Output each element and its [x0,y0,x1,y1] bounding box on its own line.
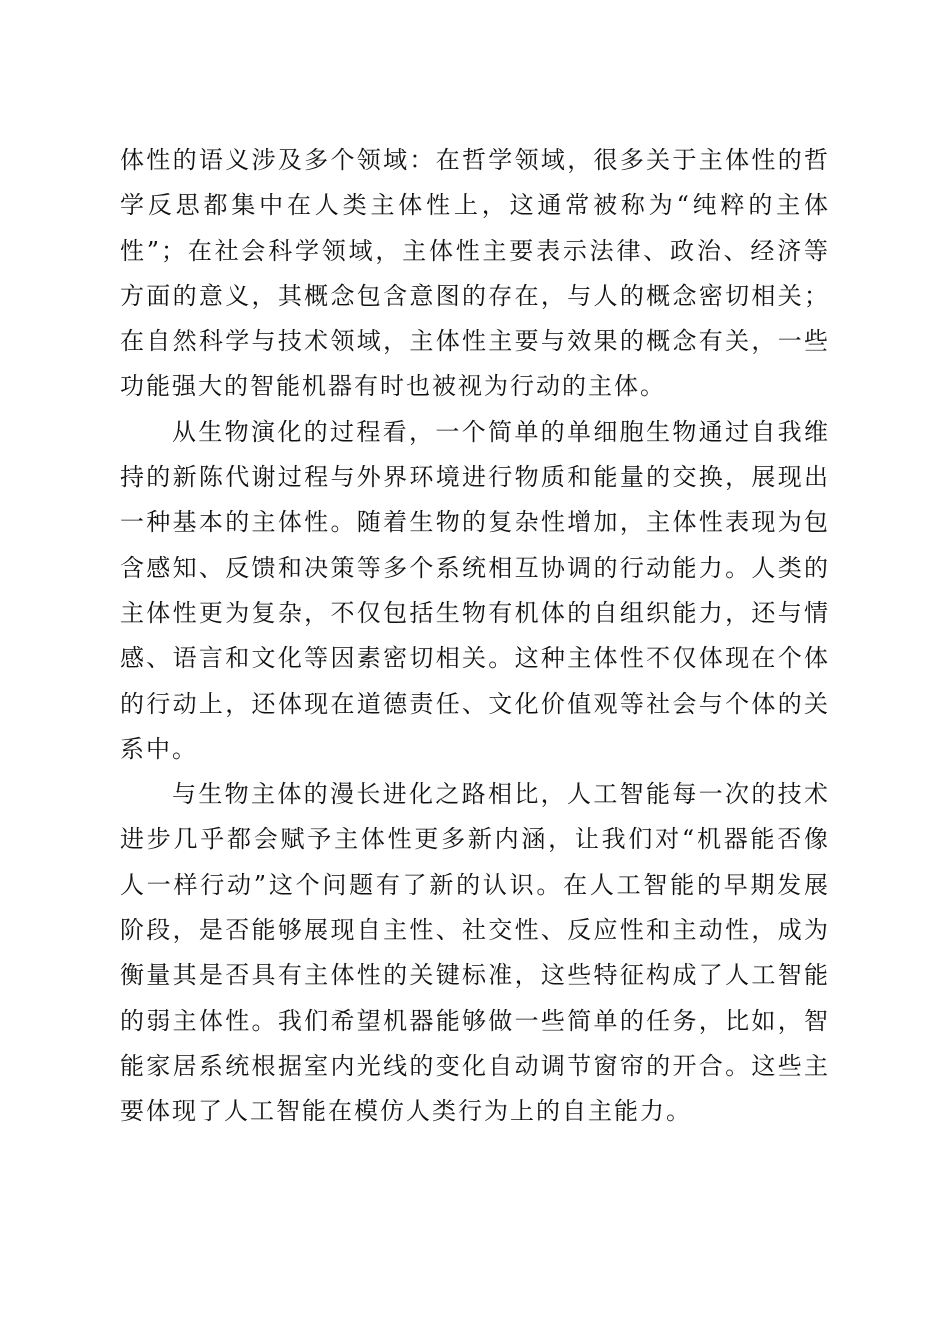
paragraph-3: 与生物主体的漫长进化之路相比，人工智能每一次的技术进步几乎都会赋予主体性更多新内涵，让我们对“机器能否像人一样行动”这个问题有了新的认识。在人工智能的早期发展阶段，是否能够展现自主性、社交性、反应性和主动性，成为衡量其是否具有主体性的关键标准，这些特征构成了人工智能的弱主体性。我们希望机器能够做一些简单的任务，比如，智能家居系统根据室内光线的变化自动调节窗帘的开合。这些主要体现了人工智能在模仿人类行为上的自主能力。 [120,780,830,1126]
paragraph-1: 体性的语义涉及多个领域：在哲学领域，很多关于主体性的哲学反思都集中在人类主体性上，这通常被称为“纯粹的主体性”；在社会科学领域，主体性主要表示法律、政治、经济等方面的意义，其概念包含意图的存在，与人的概念密切相关；在自然科学与技术领域，主体性主要与效果的概念有关，一些功能强大的智能机器有时也被视为行动的主体。 [120,146,830,401]
document-body [120,138,830,1135]
paragraph-2: 从生物演化的过程看，一个简单的单细胞生物通过自我维持的新陈代谢过程与外界环境进行物质和能量的交换，展现出一种基本的主体性。随着生物的复杂性增加，主体性表现为包含感知、反馈和决策等多个系统相互协调的行动能力。人类的主体性更为复杂，不仅包括生物有机体的自组织能力，还与情感、语言和文化等因素密切相关。这种主体性不仅体现在个体的行动上，还体现在道德责任、文化价值观等社会与个体的关系中。 [120,417,830,763]
